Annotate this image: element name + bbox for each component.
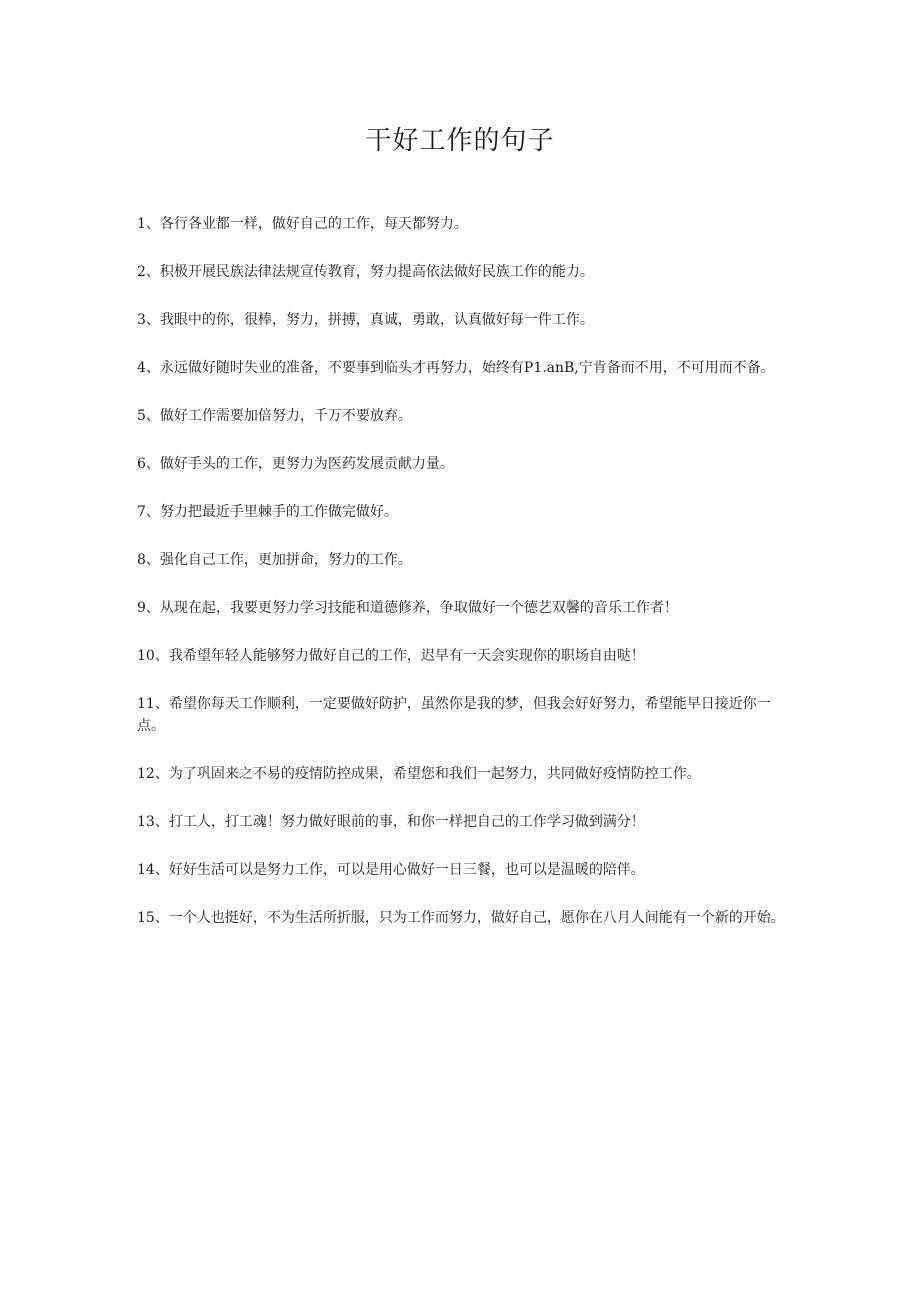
list-item: 13、打工人，打工魂！努力做好眼前的事，和你一样把自己的工作学习做到满分！ [137, 814, 645, 830]
list-item: 7、努力把最近手里棘手的工作做完做好。 [137, 504, 398, 520]
list-item: 14、好好生活可以是努力工作，可以是用心做好一日三餐，也可以是温暖的陪伴。 [137, 862, 645, 878]
list-item: 9、从现在起，我要更努力学习技能和道德修养，争取做好一个德艺双馨的音乐工作者！ [137, 600, 678, 616]
list-item: 5、做好工作需要加倍努力，千万不要放弃。 [137, 408, 412, 424]
list-item: 8、强化自己工作，更加拼命，努力的工作。 [137, 552, 412, 568]
list-item: 12、为了巩固来之不易的疫情防控成果，希望您和我们一起努力，共同做好疫情防控工作。 [137, 766, 701, 782]
list-item: 4、永远做好随时失业的准备，不要事到临头才再努力，始终有P1.anB,宁肯备而不用，不可用而不备。 [137, 360, 775, 376]
list-item: 1、各行各业都一样，做好自己的工作，每天都努力。 [137, 216, 468, 232]
list-item: 2、积极开展民族法律法规宣传教育，努力提高依法做好民族工作的能力。 [137, 264, 594, 280]
list-item: 10、我希望年轻人能够努力做好自己的工作，迟早有一天会实现你的职场自由哒！ [137, 648, 645, 664]
document-title: 干好工作的句子 [365, 126, 555, 156]
list-item: 6、做好手头的工作，更努力为医药发展贡献力量。 [137, 456, 454, 472]
list-item: 11、希望你每天工作顺利，一定要做好防护，虽然你是我的梦，但我会好好努力，希望能早日接近你一点。 [137, 696, 771, 734]
list-item: 3、我眼中的你，很棒，努力，拼搏，真诚，勇敢，认真做好每一件工作。 [137, 312, 594, 328]
sentence-list [137, 213, 785, 955]
list-item: 15、一个人也挺好，不为生活所折服，只为工作而努力，做好自己，愿你在八月人间能有一个新的开始。 [137, 910, 785, 926]
